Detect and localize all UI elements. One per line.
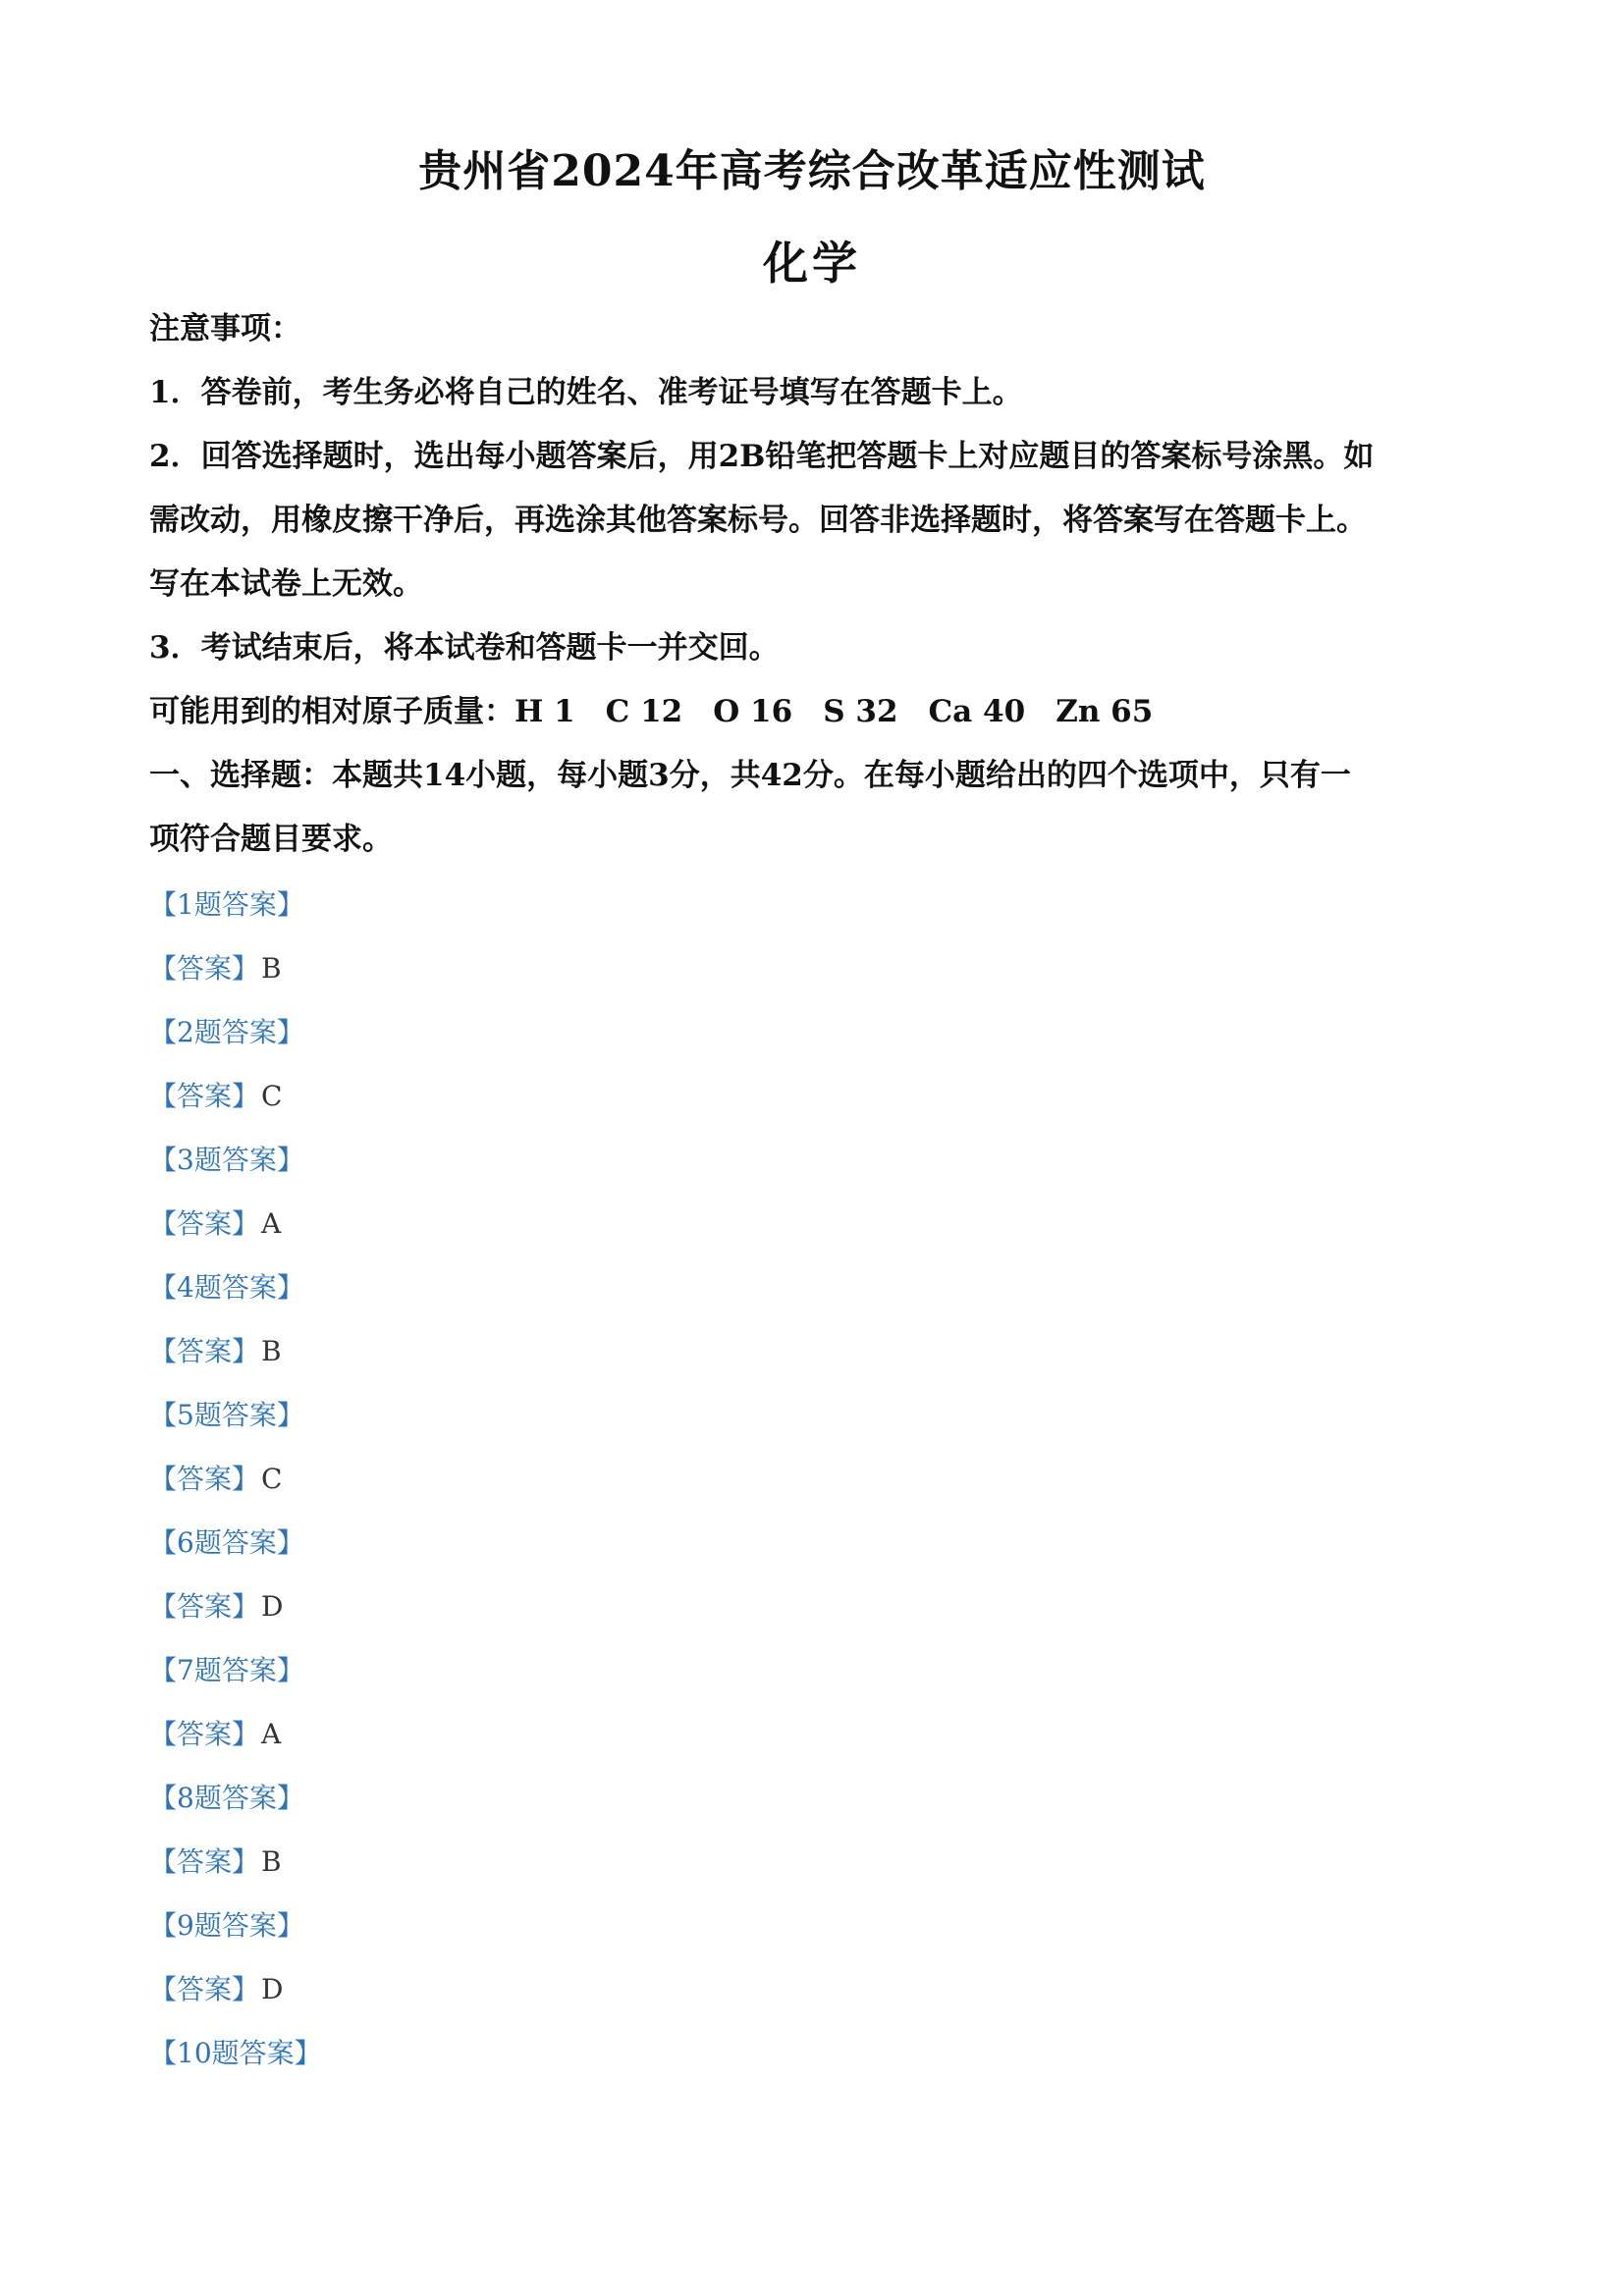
question-label [149, 1013, 304, 1052]
answer-value: A [261, 1207, 282, 1240]
answer-line [149, 949, 282, 988]
answer-tag: 【答案】 [149, 1973, 260, 2005]
question-label [149, 1906, 304, 1946]
atomic-masses: 可能用到的相对原子质量：H 1 C 12 O 16 S 32 Ca 40 Zn 65 [149, 694, 1154, 729]
answer-line [149, 1204, 281, 1244]
answer-value: B [261, 1845, 282, 1878]
answer-tag: 【答案】 [149, 1207, 260, 1240]
answer-value: C [261, 1463, 283, 1495]
answer-tag: 【答案】 [149, 1718, 260, 1750]
subject-title: 化学 [763, 237, 861, 290]
answer-tag: 【答案】 [149, 1463, 260, 1495]
notice-item-3: 3．考试结束后，将本试卷和答题卡一并交回。 [149, 630, 780, 666]
question-label-text: 【9题答案】 [149, 1909, 304, 1942]
notice-item-2-line-1: 2．回答选择题时，选出每小题答案后，用2B铅笔把答题卡上对应题目的答案标号涂黑。如 [149, 439, 1375, 474]
question-label-text: 【5题答案】 [149, 1399, 304, 1431]
answer-tag: 【答案】 [149, 1845, 260, 1878]
question-label-text: 【10题答案】 [149, 2037, 322, 2069]
exam-title: 贵州省2024年高考综合改革适应性测试 [418, 146, 1206, 196]
answer-value: C [261, 1080, 283, 1112]
question-label-text: 【1题答案】 [149, 888, 304, 921]
question-label [149, 1396, 304, 1435]
answer-value: D [261, 1973, 284, 2005]
question-label [149, 1141, 304, 1180]
answer-value: B [261, 1335, 282, 1367]
answer-line [149, 1715, 281, 1754]
answer-value: A [261, 1718, 282, 1750]
question-label-text: 【3题答案】 [149, 1144, 304, 1176]
answer-line [149, 1077, 282, 1116]
answer-line [149, 1587, 283, 1627]
notice-heading: 注意事项： [149, 311, 301, 347]
answer-line [149, 1842, 282, 1882]
question-label [149, 885, 304, 925]
question-label [149, 2034, 322, 2073]
notice-item-2-line-3: 写在本试卷上无效。 [149, 566, 423, 602]
question-label-text: 【8题答案】 [149, 1782, 304, 1814]
section-1-heading-line-2: 项符合题目要求。 [149, 822, 393, 857]
notice-item-1: 1．答卷前，考生务必将自己的姓名、准考证号填写在答题卡上。 [149, 375, 1023, 410]
question-label-text: 【2题答案】 [149, 1016, 304, 1048]
answer-line [149, 1970, 283, 2009]
answer-line [149, 1460, 282, 1499]
section-1-heading-line-1: 一、选择题：本题共14小题，每小题3分，共42分。在每小题给出的四个选项中，只有一 [149, 758, 1351, 793]
question-label-text: 【6题答案】 [149, 1526, 304, 1559]
answer-value: D [261, 1590, 284, 1623]
answer-line [149, 1332, 282, 1371]
answer-tag: 【答案】 [149, 952, 260, 985]
answer-tag: 【答案】 [149, 1080, 260, 1112]
notice-item-2-line-2: 需改动，用橡皮擦干净后，再选涂其他答案标号。回答非选择题时，将答案写在答题卡上。 [149, 503, 1367, 538]
answer-tag: 【答案】 [149, 1590, 260, 1623]
question-label-text: 【4题答案】 [149, 1271, 304, 1304]
question-label [149, 1523, 304, 1563]
answer-value: B [261, 952, 282, 985]
answer-tag: 【答案】 [149, 1335, 260, 1367]
question-label [149, 1779, 304, 1818]
question-label [149, 1651, 304, 1690]
question-label-text: 【7题答案】 [149, 1654, 304, 1686]
question-label [149, 1268, 304, 1308]
